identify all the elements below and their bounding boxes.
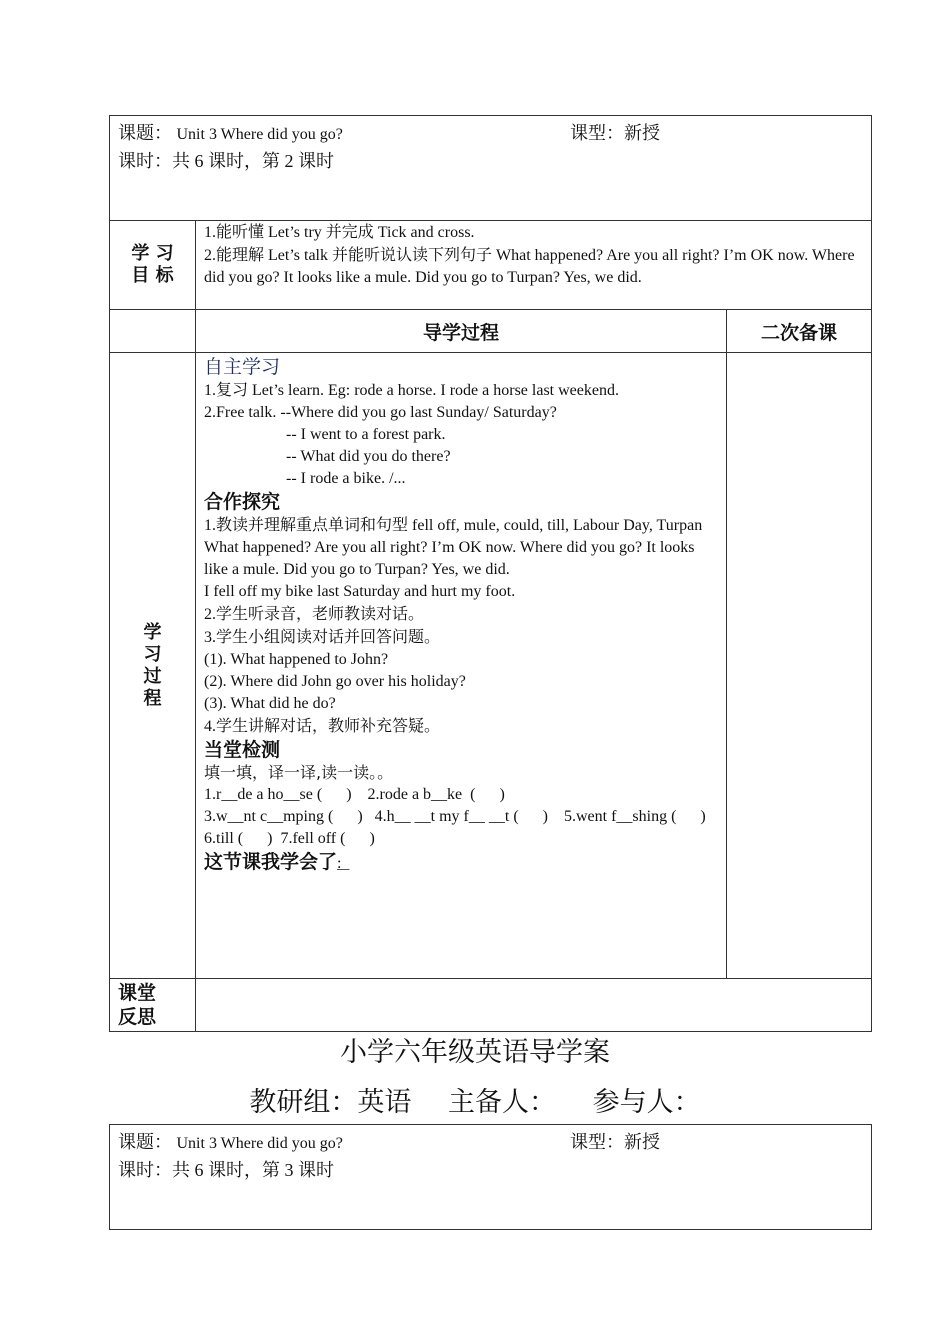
period-prefix: 课时：共 xyxy=(118,151,190,172)
coop-item-1: 1.教读并理解重点单词和句型 fell off, mule, could, till, Labour Day, Turpan xyxy=(204,515,703,534)
goal-1: 1.能听懂 Let’s try 并完成 Tick and cross. xyxy=(204,222,475,241)
period-prefix: 课时：共 xyxy=(118,1160,190,1181)
dialogue-line: -- What did you do there? xyxy=(286,448,451,465)
period-line xyxy=(118,148,863,175)
question-2: (2). Where did John go over his holiday? xyxy=(204,673,466,690)
type-field xyxy=(570,120,660,147)
period-mid: 课时，第 xyxy=(208,151,280,172)
self-study-item-1: 1.复习 Let’s learn. Eg: rode a horse. I rode a horse last weekend. xyxy=(204,380,619,399)
question-3: (3). What did he do? xyxy=(204,695,336,712)
section-check: 当堂检测 xyxy=(204,739,281,761)
coop-sentences: What happened? Are you all right? I’m OK now. Where did you go? It looks like a mule. Did you go to Turpan? Yes, we did. xyxy=(204,539,695,578)
goals-label: 学 习 目 标 xyxy=(110,221,196,310)
goal-2: 2.能理解 Let’s talk 并能听说认读下列句子 What happened? Are you all right? I’m OK now. Where did you go? It looks like a mule. Did you go to Turpan? Yes, we did. xyxy=(204,245,855,286)
learning-goals xyxy=(196,221,872,310)
participants: 参与人： xyxy=(592,1087,701,1118)
check-line-2: 3.w__nt c__mping ( ) 4.h__ __t my f__ __t ( ) 5.went f__shing ( ) 6.till ( ) 7.fell off ( ) xyxy=(204,808,722,847)
type-value: 新授 xyxy=(624,1132,660,1153)
process-label: 学 习 过 程 xyxy=(110,353,196,979)
topic-label: 课题： xyxy=(118,123,172,144)
topic-line xyxy=(118,1129,863,1157)
section-self-study: 自主学习 xyxy=(204,356,281,378)
topic-label: 课题： xyxy=(118,1132,172,1153)
question-1: (1). What happened to John? xyxy=(204,651,389,668)
lesson-plan-table-1 xyxy=(109,115,872,1032)
check-line-1: 1.r__de a ho__se ( ) 2.rode a b__ke ( ) xyxy=(204,786,505,803)
type-label: 课型： xyxy=(570,123,624,144)
staff-line xyxy=(0,1080,950,1119)
period-line xyxy=(118,1157,863,1184)
process-content xyxy=(196,353,727,979)
period-mid: 课时，第 xyxy=(208,1160,280,1181)
lesson-header-1 xyxy=(110,116,872,221)
period-suffix: 课时 xyxy=(298,151,334,172)
period-number: 3 xyxy=(284,1160,294,1180)
research-group: 教研组：英语 xyxy=(249,1087,412,1118)
self-study-item-2: 2.Free talk. --Where did you go last Sunday/ Saturday? xyxy=(204,404,557,421)
type-label: 课型： xyxy=(570,1132,624,1153)
coop-item-4: 4.学生讲解对话，教师补充答疑。 xyxy=(204,716,441,735)
period-total: 6 xyxy=(194,151,204,171)
section-cooperation: 合作探究 xyxy=(204,491,281,513)
coop-sentence: I fell off my bike last Saturday and hurt my foot. xyxy=(204,583,516,600)
type-field xyxy=(570,1129,660,1156)
second-prep-cell xyxy=(727,353,872,979)
dialogue-line: -- I went to a forest park. xyxy=(286,426,446,443)
period-total: 6 xyxy=(194,1160,204,1180)
topic-value: Unit 3 Where did you go? xyxy=(176,126,343,143)
period-suffix: 课时 xyxy=(298,1160,334,1181)
blank-corner xyxy=(110,310,196,353)
topic-line xyxy=(118,120,863,148)
dialogue-line: -- I rode a bike. /... xyxy=(286,470,406,487)
topic-value: Unit 3 Where did you go? xyxy=(176,1135,343,1152)
page-title: 小学六年级英语导学案 xyxy=(340,1037,610,1068)
reflection-label: 课堂 反思 xyxy=(110,979,196,1032)
lesson-plan-table-2 xyxy=(109,1124,872,1230)
lesson-header-2 xyxy=(110,1125,872,1230)
lead-preparer: 主备人： xyxy=(448,1087,556,1118)
check-intro: 填一填，译一译,读一读。。 xyxy=(204,763,394,782)
type-value: 新授 xyxy=(624,123,660,144)
coop-item-3: 3.学生小组阅读对话并回答问题。 xyxy=(204,627,441,646)
col-header-second: 二次备课 xyxy=(727,310,872,353)
learned-line: 这节课我学会了: xyxy=(204,851,350,873)
coop-item-2: 2.学生听录音，老师教读对话。 xyxy=(204,604,425,623)
col-header-process: 导学过程 xyxy=(196,310,727,353)
period-number: 2 xyxy=(284,151,294,171)
reflection-cell xyxy=(196,979,872,1032)
